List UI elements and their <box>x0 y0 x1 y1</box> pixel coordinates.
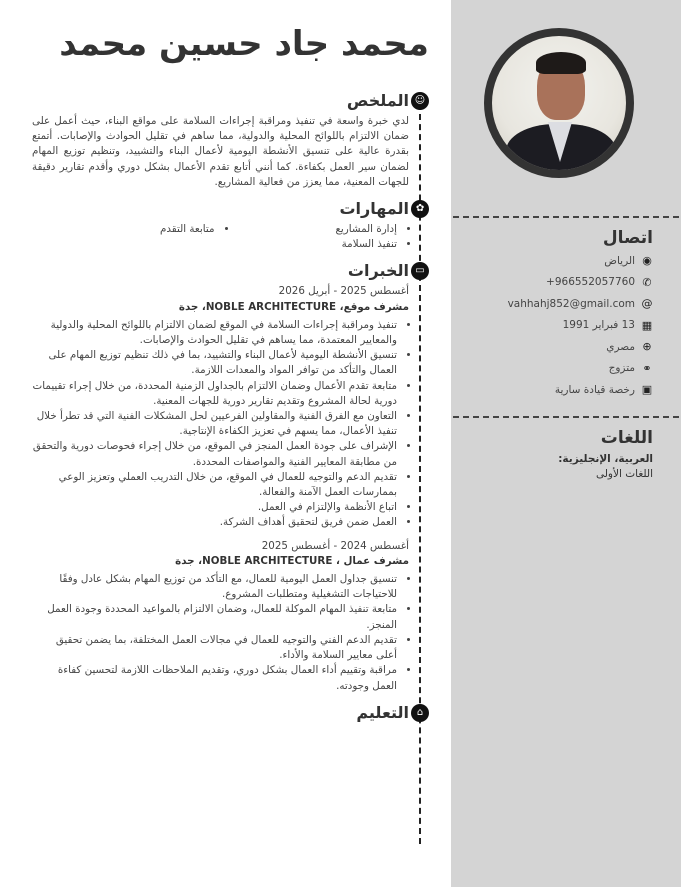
skill-item: • إدارة المشاريع <box>215 222 398 237</box>
experience-section <box>32 260 425 693</box>
job-dates: أغسطس 2025 - أبريل 2026 <box>278 285 409 298</box>
job-bullets <box>32 318 409 531</box>
experience-title: الخبرات <box>347 261 409 281</box>
job-role: مشرف عمال ، <box>335 554 409 567</box>
language-level: اللغات الأولى <box>595 468 653 480</box>
skills-list <box>32 222 409 252</box>
job-entry <box>32 284 409 530</box>
education-section <box>32 702 424 724</box>
contact-phone[interactable] <box>508 272 653 294</box>
job-bullet: • تنسيق الأنشطة اليومية لأعمال البناء والتشييد، بما في ذلك تنظيم توزيع المهام على العمال والتأكد من توافر المواد والمعدات اللازمة. <box>32 348 397 378</box>
job-bullet: • مراقبة وتقييم أداء العمال بشكل دوري، وتقديم الملاحظات اللازمة لتحسين كفاءة العمل وجودته. <box>32 663 397 693</box>
summary-section <box>32 90 426 190</box>
summary-text: لدي خبرة واسعة في تنفيذ ومراقبة إجراءات السلامة على مواقع البناء، حيث أعمل على ضمان الالتزام باللوائح المحلية والدولية، مما ساهم في تقليل الحوادث والإصابات. أتمتع بقدرة عالية على تنسيق الأنشطة اليومية لأعمال البناء والتشييد، وتنظيم توزيع المهام لضمان سير العمل بكفاءة. كما أنني أتابع تقدم الأعمال بشكل دوري وأقدم تقارير دقيقة للجهات المعنية، مما يعزز من فعالية المشاريع. <box>32 115 409 188</box>
contact-text: الرياض <box>604 254 635 267</box>
rings-icon: ⚭ <box>642 361 652 375</box>
location-pin-icon: ◉ <box>642 254 652 268</box>
education-heading <box>32 702 424 724</box>
contact-list <box>508 250 653 401</box>
job-company: NOBLE ARCHITECTURE، جدة <box>178 300 340 313</box>
contact-birthdate <box>508 315 653 337</box>
skills-heading <box>32 198 425 220</box>
skills-title: المهارات <box>339 199 409 219</box>
job-role: مشرف موقع، <box>339 300 409 313</box>
contact-nationality <box>508 336 653 358</box>
contact-text[interactable]: +966552057760 <box>546 276 635 289</box>
sidebar-divider <box>453 416 679 418</box>
summary-icon: ☺ <box>411 92 429 110</box>
job-bullet: • اتباع الأنظمة والإلتزام في العمل. <box>32 500 397 515</box>
skill-item: • متابعة التقدم <box>32 222 215 237</box>
contact-text[interactable]: vahhahj852@gmail.com <box>507 297 635 310</box>
contact-text: 13 فبراير 1991 <box>562 319 635 332</box>
job-bullet: • الإشراف على جودة العمل المنجز في الموقع، من خلال إجراء فحوصات دورية والتحقق من مطابقة المعايير الفنية والمواصفات المحددة. <box>32 439 397 469</box>
contact-title: اتصال <box>602 228 653 248</box>
summary-title: الملخص <box>346 91 409 110</box>
job-dates: أغسطس 2024 - أغسطس 2025 <box>261 539 409 552</box>
phone-icon: ✆ <box>642 275 652 289</box>
job-bullet: • تقديم الدعم والتوجيه للعمال في الموقع، من خلال التدريب العملي وتعزيز الوعي بممارسات العمل الآمنة والفعالة. <box>32 470 397 500</box>
sidebar-divider <box>453 216 679 218</box>
briefcase-icon: ▭ <box>411 262 429 280</box>
contact-location <box>508 250 653 272</box>
at-sign-icon: @ <box>641 297 653 311</box>
contact-marital <box>508 358 653 380</box>
graduation-icon: ⌂ <box>411 704 429 722</box>
id-card-icon: ▣ <box>641 383 653 397</box>
job-bullet: • التعاون مع الفرق الفنية والمقاولين الفرعيين لحل المشكلات الفنية التي قد تطرأ خلال تنفيذ الأعمال، مما يسهم في تعزيز الكفاءة الإنتاجية. <box>32 409 397 439</box>
education-title: التعليم <box>356 702 409 722</box>
contact-text: رخصة قيادة سارية <box>554 383 635 396</box>
job-bullets <box>32 572 409 694</box>
summary-heading <box>32 90 426 112</box>
job-company: NOBLE ARCHITECTURE، جدة <box>175 554 336 567</box>
languages-title: اللغات <box>600 428 653 448</box>
job-title <box>32 554 409 569</box>
job-bullet: • العمل ضمن فريق لتحقيق أهداف الشركة. <box>32 515 397 530</box>
main-column <box>0 90 426 732</box>
job-title <box>32 300 409 315</box>
globe-icon: ⊕ <box>642 340 652 354</box>
job-bullet: • تنسيق جداول العمل اليومية للعمال، مع التأكد من توزيع المهام بشكل عادل وفقًا للاحتياجات التشغيلية ومتطلبات المشروع. <box>32 572 397 602</box>
languages-block <box>558 452 653 482</box>
gift-icon: ▦ <box>641 318 653 332</box>
skill-item: • تنفيذ السلامة <box>215 237 398 252</box>
experience-heading <box>32 260 425 282</box>
contact-license <box>508 379 653 401</box>
job-entry <box>32 539 409 694</box>
contact-email[interactable] <box>508 293 653 315</box>
skills-icon: ✿ <box>411 200 429 218</box>
skills-section <box>32 198 425 252</box>
candidate-name: محمد جاد حسين محمد <box>59 24 429 64</box>
job-bullet: • متابعة تقدم الأعمال وضمان الالتزام بالجداول الزمنية المحددة، من خلال إجراء تقييمات دورية لحالة المشروع وتقديم تقارير دورية للجهات المعنية. <box>32 379 397 409</box>
contact-text: متزوج <box>608 362 635 375</box>
contact-text: مصري <box>606 340 635 353</box>
profile-photo <box>484 28 634 178</box>
job-bullet: • تنفيذ ومراقبة إجراءات السلامة في الموقع لضمان الالتزام باللوائح المحلية والدولية والمعايير المعتمدة، مما يساهم في تقليل الحوادث والإصابات. <box>32 318 397 348</box>
job-bullet: • تقديم الدعم الفني والتوجيه للعمال في مجالات العمل المختلفة، بما يضمن تحقيق أعلى معايير السلامة والأداء. <box>32 633 397 663</box>
job-bullet: • متابعة تنفيذ المهام الموكلة للعمال، وضمان الالتزام بالمواعيد المحددة وجودة العمل المنجز. <box>32 602 397 632</box>
language-names: العربية، الإنجليزية: <box>558 453 653 465</box>
